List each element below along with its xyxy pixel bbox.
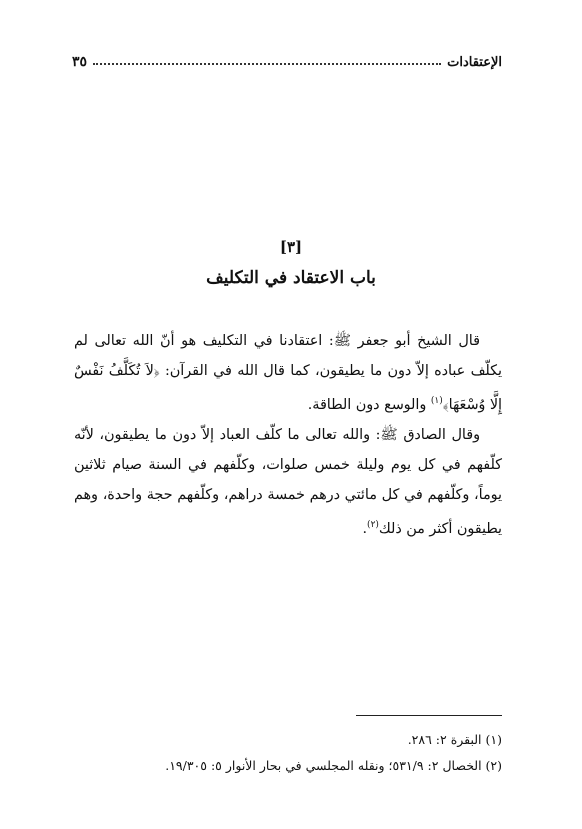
paragraph-text: والوسع دون الطاقة.	[307, 396, 431, 413]
paragraph	[74, 326, 502, 420]
footnote-ref[interactable]: (٢)	[367, 519, 379, 530]
dot-leader	[93, 63, 441, 65]
footnote: (١) البقرة ٢: ٢٨٦.	[407, 732, 502, 747]
running-title: الإعتقادات	[447, 55, 502, 70]
footnote-separator	[356, 715, 502, 716]
running-header	[72, 48, 502, 70]
body-text	[74, 326, 502, 544]
footnotes	[74, 727, 502, 779]
paragraph-text: قال الشيخ أبو جعفر ﷺ: اعتقادنا في التكليف هو أنّ الله تعالى لم يكلّف عباده إلاّ دون ما يطيقون، كما قال الله في القرآن: ﴿لاَ تُكَلَّفُ نَفْسٌ إِلَّا وُسْعَهَا﴾	[74, 333, 502, 413]
paragraph	[74, 420, 502, 544]
footnote-ref[interactable]: (١)	[430, 396, 443, 406]
paragraph-text: وقال الصادق ﷺ: والله تعالى ما كلّف العباد إلاّ دون ما يطيقون، لأنّه كلّفهم في كل يوم وليلة خمس صلوات، وكلّفهم في السنة صيام ثلاثين يوماً، وكلّفهم في كل مائتي درهم خمسة دراهم، وكلّفهم حجة واحدة، وهم يطيقون أكثر من ذلك	[74, 426, 502, 537]
paragraph-text: .	[362, 520, 368, 537]
page-number: ٣٥	[72, 54, 88, 70]
chapter-title: باب الاعتقاد في التكليف	[206, 268, 376, 288]
footnote: (٢) الخصال ٢: ٥٣١/٩؛ ونقله المجلسي في بحار الأنوار ٥: ١٩/٣٠٥.	[165, 758, 502, 773]
chapter-number: [٣]	[279, 238, 303, 256]
